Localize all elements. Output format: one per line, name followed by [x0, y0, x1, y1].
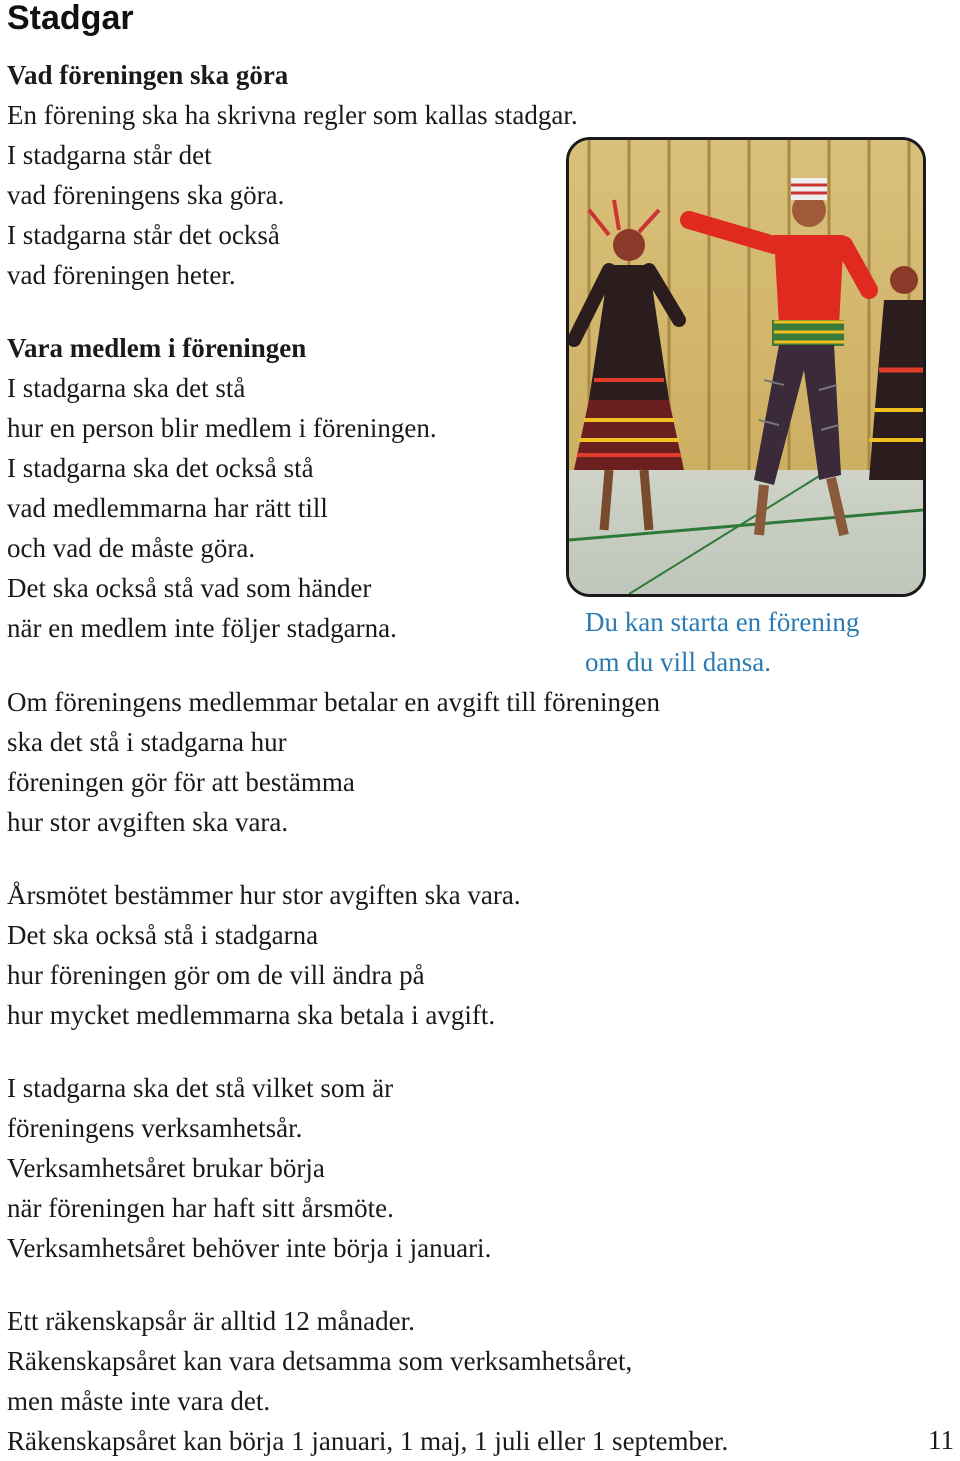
caption-line: om du vill dansa.	[585, 647, 771, 677]
paragraph-membership	[7, 368, 437, 648]
text-line: Det ska också stå i stadgarna	[7, 920, 319, 950]
paragraph-fiscal-year	[7, 1301, 728, 1461]
text-line: Verksamhetsåret brukar börja	[7, 1153, 325, 1183]
section-heading-membership: Vara medlem i föreningen	[7, 333, 307, 363]
caption-line: Du kan starta en förening	[585, 607, 860, 637]
text-line: Verksamhetsåret behöver inte börja i januari.	[7, 1233, 492, 1263]
text-line: vad medlemmarna har rätt till	[7, 493, 328, 523]
text-line: I stadgarna ska det stå	[7, 373, 246, 403]
text-line: Om föreningens medlemmar betalar en avgift till föreningen	[7, 687, 661, 717]
text-line: vad föreningens ska göra.	[7, 180, 285, 210]
paragraph-annual-meeting	[7, 875, 521, 1035]
text-line: ska det stå i stadgarna hur	[7, 727, 287, 757]
text-line: vad föreningen heter.	[7, 260, 236, 290]
text-line: när en medlem inte följer stadgarna.	[7, 613, 397, 643]
text-line: Ett räkenskapsår är alltid 12 månader.	[7, 1306, 415, 1336]
text-line: hur föreningen gör om de vill ändra på	[7, 960, 425, 990]
text-line: hur mycket medlemmarna ska betala i avgift.	[7, 1000, 496, 1030]
text-line: men måste inte vara det.	[7, 1386, 271, 1416]
text-line: En förening ska ha skrivna regler som kallas stadgar.	[7, 100, 578, 130]
text-line: och vad de måste göra.	[7, 533, 256, 563]
text-line: när föreningen har haft sitt årsmöte.	[7, 1193, 394, 1223]
paragraph-operating-year	[7, 1068, 491, 1268]
text-line: Räkenskapsåret kan vara detsamma som verksamhetsåret,	[7, 1346, 633, 1376]
text-line: hur stor avgiften ska vara.	[7, 807, 289, 837]
text-line: I stadgarna ska det också stå	[7, 453, 314, 483]
section-heading-purpose: Vad föreningen ska göra	[7, 60, 289, 90]
text-line: I stadgarna står det	[7, 140, 212, 170]
text-line: Årsmötet bestämmer hur stor avgiften ska vara.	[7, 880, 521, 910]
dance-photo	[566, 137, 926, 597]
paragraph-fee	[7, 682, 660, 842]
page-title: Stadgar	[7, 0, 134, 37]
text-line: Det ska också stå vad som händer	[7, 573, 372, 603]
text-line: I stadgarna står det också	[7, 220, 280, 250]
page-number: 11	[928, 1425, 954, 1455]
text-line: föreningen gör för att bestämma	[7, 767, 355, 797]
text-line: I stadgarna ska det stå vilket som är	[7, 1073, 394, 1103]
text-line: Räkenskapsåret kan börja 1 januari, 1 maj, 1 juli eller 1 september.	[7, 1426, 729, 1456]
photo-caption	[585, 602, 859, 682]
text-line: hur en person blir medlem i föreningen.	[7, 413, 437, 443]
paragraph-purpose	[7, 95, 578, 295]
text-line: föreningens verksamhetsår.	[7, 1113, 303, 1143]
